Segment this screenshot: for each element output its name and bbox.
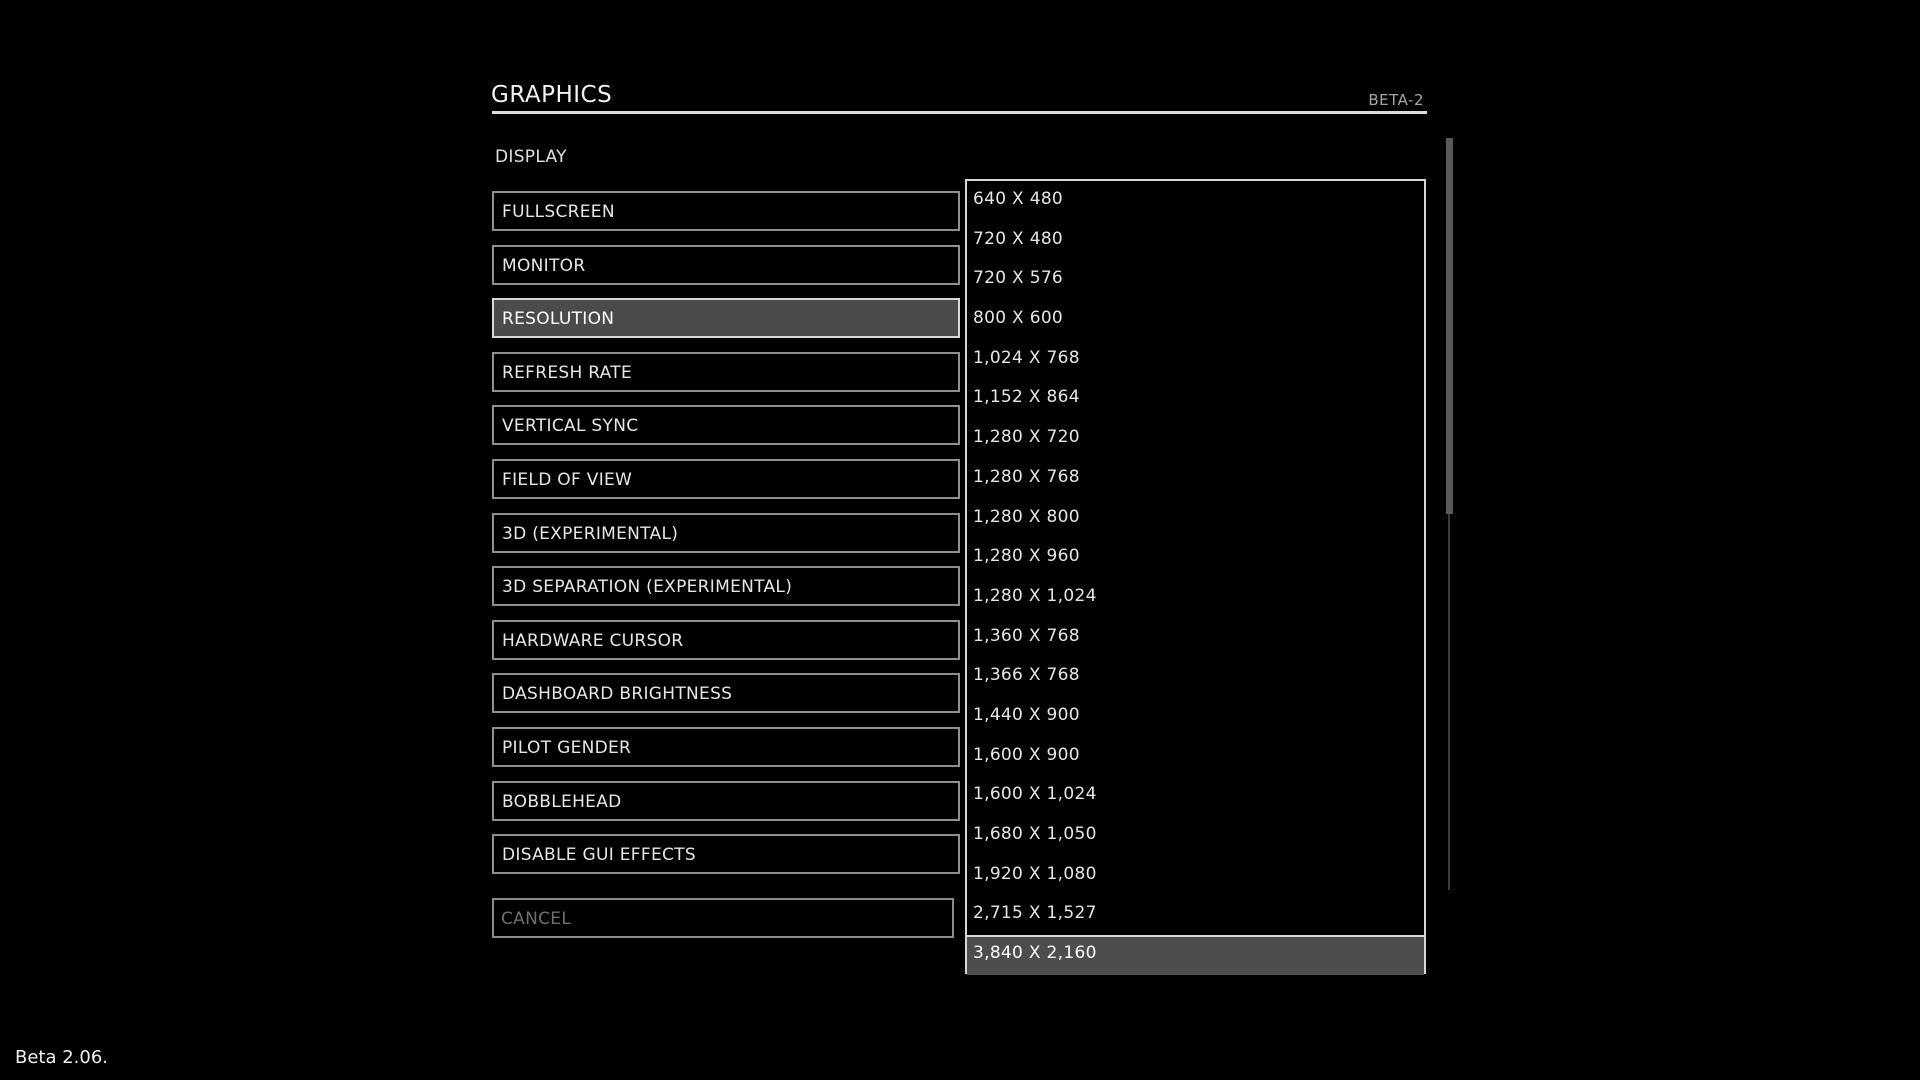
resolution-option[interactable] (967, 300, 1424, 340)
resolution-option-label: 1,366 X 768 (973, 665, 1080, 686)
setting-label: MONITOR (502, 255, 586, 276)
setting-3d-separation[interactable] (492, 566, 960, 606)
build-tag: BETA-2 (1368, 91, 1424, 109)
resolution-option-label: 1,280 X 1,024 (973, 585, 1097, 606)
resolution-option[interactable] (967, 816, 1424, 856)
resolution-option-label: 720 X 576 (973, 268, 1064, 289)
resolution-option-label: 3,840 X 2,160 (973, 943, 1097, 964)
resolution-option-label: 720 X 480 (973, 228, 1064, 249)
resolution-option[interactable] (967, 260, 1424, 300)
setting-label: 3D SEPARATION (EXPERIMENTAL) (502, 577, 793, 598)
version-label: Beta 2.06. (15, 1047, 109, 1068)
setting-fullscreen[interactable] (492, 191, 960, 231)
resolution-option[interactable] (967, 578, 1424, 618)
resolution-option-label: 1,920 X 1,080 (973, 863, 1097, 884)
setting-disable-gui-effects[interactable] (492, 834, 960, 874)
setting-monitor[interactable] (492, 245, 960, 285)
resolution-option-label: 800 X 600 (973, 308, 1064, 329)
cancel-label: CANCEL (501, 909, 572, 929)
setting-resolution[interactable] (492, 298, 960, 338)
setting-3d-experimental[interactable] (492, 513, 960, 553)
setting-label: FULLSCREEN (502, 202, 615, 222)
resolution-option-label: 1,360 X 768 (973, 625, 1080, 646)
title-divider (492, 111, 1427, 114)
resolution-option[interactable] (967, 181, 1424, 221)
resolution-option[interactable] (967, 538, 1424, 578)
resolution-option-label: 1,440 X 900 (973, 704, 1080, 725)
resolution-option[interactable] (967, 618, 1424, 658)
resolution-option-label: 1,280 X 800 (973, 506, 1080, 527)
setting-vertical-sync[interactable] (492, 405, 960, 445)
resolution-option-selected[interactable] (967, 935, 1424, 975)
setting-label: RESOLUTION (502, 309, 615, 330)
setting-label: HARDWARE CURSOR (502, 630, 684, 651)
resolution-option[interactable] (967, 657, 1424, 697)
setting-label: FIELD OF VIEW (502, 469, 633, 490)
section-label-display: DISPLAY (495, 147, 567, 167)
resolution-option[interactable] (967, 499, 1424, 539)
resolution-option-label: 1,600 X 900 (973, 744, 1080, 765)
resolution-option[interactable] (967, 379, 1424, 419)
resolution-option-label: 2,715 X 1,527 (973, 903, 1097, 924)
setting-bobblehead[interactable] (492, 781, 960, 821)
setting-label: 3D (EXPERIMENTAL) (502, 523, 679, 544)
cancel-button[interactable] (492, 898, 954, 938)
page-title: GRAPHICS (491, 82, 613, 108)
resolution-option-label: 1,152 X 864 (973, 387, 1080, 408)
setting-hardware-cursor[interactable] (492, 620, 960, 660)
settings-list (492, 191, 960, 888)
resolution-option-label: 1,280 X 960 (973, 546, 1080, 567)
setting-label: REFRESH RATE (502, 362, 633, 383)
resolution-option[interactable] (967, 895, 1424, 935)
setting-field-of-view[interactable] (492, 459, 960, 499)
resolution-option[interactable] (967, 856, 1424, 896)
resolution-dropdown[interactable] (965, 179, 1426, 974)
resolution-option[interactable] (967, 697, 1424, 737)
setting-label: VERTICAL SYNC (502, 416, 639, 437)
scrollbar-thumb[interactable] (1446, 138, 1453, 514)
setting-dashboard-brightness[interactable] (492, 673, 960, 713)
resolution-option-label: 1,600 X 1,024 (973, 784, 1097, 805)
setting-pilot-gender[interactable] (492, 727, 960, 767)
resolution-option[interactable] (967, 221, 1424, 261)
resolution-option-label: 1,680 X 1,050 (973, 824, 1097, 844)
resolution-option[interactable] (967, 737, 1424, 777)
resolution-option-label: 1,280 X 720 (973, 427, 1080, 448)
resolution-option-label: 1,280 X 768 (973, 466, 1080, 487)
resolution-option-label: 640 X 480 (973, 189, 1064, 209)
resolution-option[interactable] (967, 340, 1424, 380)
setting-label: DISABLE GUI EFFECTS (502, 845, 696, 866)
resolution-option[interactable] (967, 776, 1424, 816)
resolution-option-label: 1,024 X 768 (973, 347, 1080, 368)
resolution-option[interactable] (967, 419, 1424, 459)
setting-label: DASHBOARD BRIGHTNESS (502, 684, 733, 705)
setting-label: BOBBLEHEAD (502, 791, 622, 812)
resolution-option[interactable] (967, 459, 1424, 499)
setting-refresh-rate[interactable] (492, 352, 960, 392)
setting-label: PILOT GENDER (502, 737, 632, 758)
